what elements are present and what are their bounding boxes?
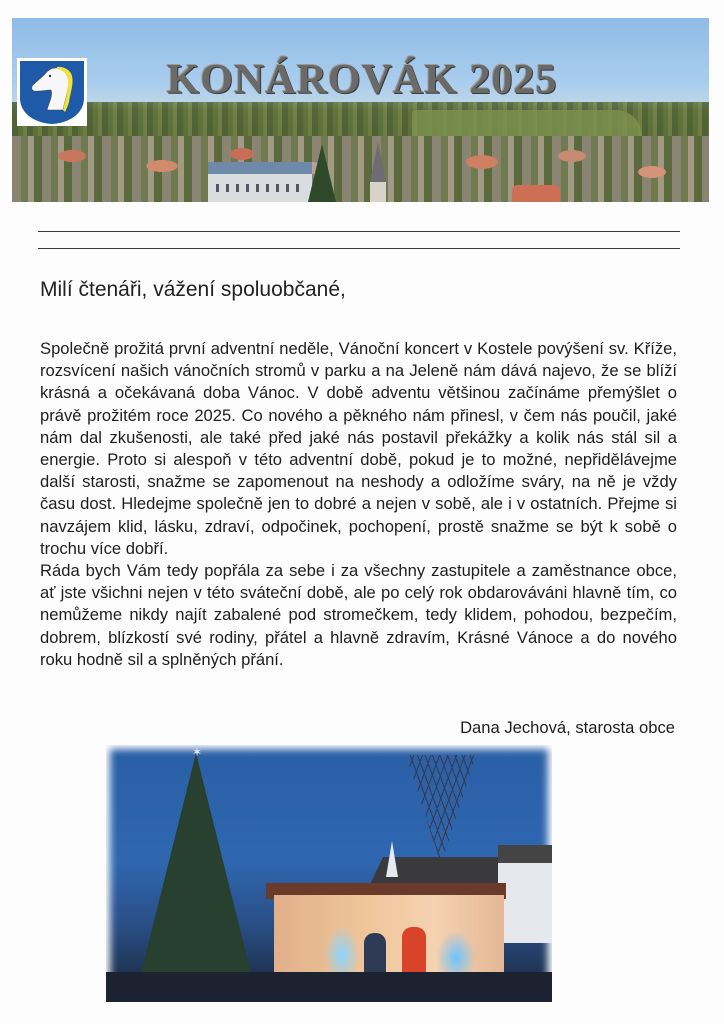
newsletter-title: KONÁROVÁK 2025 [166, 57, 558, 103]
letter-paragraph: Ráda bych Vám tedy popřála za sebe i za všechny zastupitele a zaměstnance obce, ať jste všichni nejen v této sváteční době, ale po celý rok obdarováváni hlavně tím, co nemůžeme nikdy najít zabalené pod stromečkem, tedy klidem, pohodou, bezpečím, dobrem, blízkostí své rodiny, přátel a hlavně zdravím, Krásné Vánoce a do nového roku hodně sil a splněných přání. [40, 561, 677, 669]
house-wall [498, 845, 552, 943]
letter-greeting: Milí čtenáři, vážení spoluobčané, [40, 278, 346, 301]
bare-tree [406, 755, 476, 865]
christmas-tree [136, 753, 256, 993]
letter-body [40, 338, 677, 671]
banner-roof [512, 185, 560, 202]
banner-building [208, 162, 312, 202]
divider-line-top [38, 231, 680, 232]
letter-signature: Dana Jechová, starosta obce [460, 718, 675, 737]
coat-of-arms [17, 58, 87, 126]
header-banner-photo [12, 18, 709, 202]
banner-church-spire [370, 142, 386, 182]
divider-line-bottom [38, 248, 680, 249]
banner-tree [308, 144, 336, 202]
christmas-nativity-photo [106, 745, 552, 1002]
letter-paragraph: Společně prožitá první adventní neděle, Vánoční koncert v Kostele povýšení sv. Kříže, rozsvícení našich vánočních stromů v parku a na Jeleně nám dává najevo, že se blíží krásná a očekávaná doba Vánoc. V době adventu většinou začínáme přemýšlet o právě prožitém roce 2025. Co nového a pěkného nám přinesl, v čem nás poučil, jaké nám dal zkušenosti, ale také před jaké nás postavil překážky a kolik nás stál sil a energie. Proto si alespoň v této adventní době, pokud je to možné, nepřidělávejme další starosti, snažme se zapomenout na neshody a odložíme sváry, na ně je vždy času dost. Hledejme společně jen to dobré a nejen v sobě, ale i v ostatních. Přejme si navzájem klid, lásku, zdraví, odpočinek, pochopení, prostě snažme se být k sobě o trochu více dobří. [40, 339, 677, 558]
banner-village [12, 136, 709, 202]
ground [106, 972, 552, 1002]
horse-head-crest-icon [17, 58, 87, 126]
banner-church-tower [370, 182, 386, 202]
tree-star-icon: ✶ [192, 745, 203, 759]
banner-field [412, 110, 642, 136]
